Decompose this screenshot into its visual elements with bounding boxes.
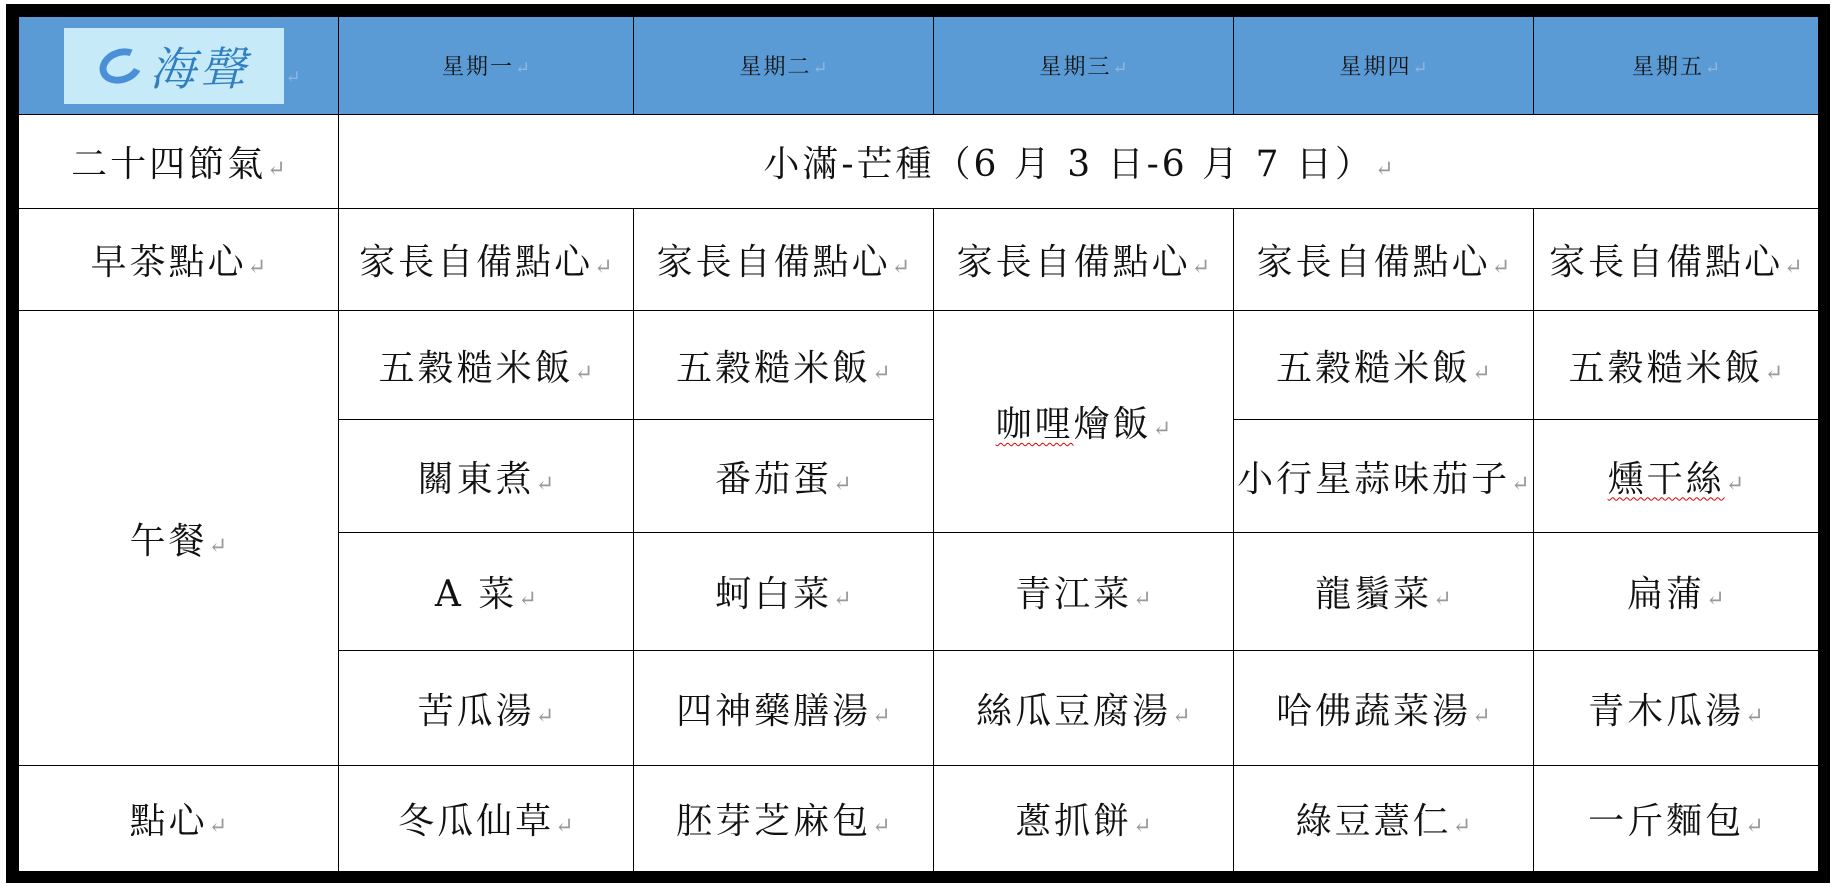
- lunch-main-fri: 燻干絲↵: [1534, 420, 1819, 533]
- menu-frame: [6, 4, 1830, 883]
- lunch-main-mon: 關東煮↵: [339, 420, 634, 533]
- day-header-fri: 星期五↵: [1534, 17, 1819, 115]
- afternoon-snack-thu: 綠豆薏仁↵: [1234, 766, 1534, 872]
- morning-snack-fri: 家長自備點心↵: [1534, 209, 1819, 311]
- logo-text: 海聲: [149, 41, 250, 96]
- morning-snack-thu: 家長自備點心↵: [1234, 209, 1534, 311]
- para-mark: ↵: [285, 66, 301, 88]
- solar-term-row: [19, 115, 1819, 209]
- lunch-staple-tue: 五穀糙米飯↵: [634, 311, 934, 420]
- lunch-staple-row: [19, 311, 1819, 420]
- morning-snack-row: [19, 209, 1819, 311]
- lunch-veg-wed: 青江菜↵: [934, 533, 1234, 651]
- lunch-veg-fri: 扁蒲↵: [1534, 533, 1819, 651]
- afternoon-snack-tue: 胚芽芝麻包↵: [634, 766, 934, 872]
- lunch-veg-tue: 蚵白菜↵: [634, 533, 934, 651]
- lunch-veg-thu: 龍鬚菜↵: [1234, 533, 1534, 651]
- lunch-soup-thu: 哈佛蔬菜湯↵: [1234, 651, 1534, 766]
- lunch-main-tue: 番茄蛋↵: [634, 420, 934, 533]
- lunch-label: 午餐↵: [19, 311, 339, 766]
- solar-term-value: 小滿-芒種（6 月 3 日-6 月 7 日）↵: [339, 115, 1819, 209]
- header-row: [19, 17, 1819, 115]
- day-header-wed: 星期三↵: [934, 17, 1234, 115]
- afternoon-snack-fri: 一斤麵包↵: [1534, 766, 1819, 872]
- lunch-soup-wed: 絲瓜豆腐湯↵: [934, 651, 1234, 766]
- morning-snack-tue: 家長自備點心↵: [634, 209, 934, 311]
- morning-snack-label: 早茶點心↵: [19, 209, 339, 311]
- afternoon-snack-wed: 蔥抓餅↵: [934, 766, 1234, 872]
- lunch-soup-tue: 四神藥膳湯↵: [634, 651, 934, 766]
- afternoon-snack-label: 點心↵: [19, 766, 339, 872]
- haisheng-logo: [64, 28, 284, 104]
- day-header-tue: 星期二↵: [634, 17, 934, 115]
- lunch-staple-mon: 五穀糙米飯↵: [339, 311, 634, 420]
- wave-icon: [95, 42, 148, 89]
- afternoon-snack-row: [19, 766, 1819, 872]
- morning-snack-mon: 家長自備點心↵: [339, 209, 634, 311]
- day-header-mon: 星期一↵: [339, 17, 634, 115]
- lunch-soup-mon: 苦瓜湯↵: [339, 651, 634, 766]
- lunch-staple-thu: 五穀糙米飯↵: [1234, 311, 1534, 420]
- day-header-thu: 星期四↵: [1234, 17, 1534, 115]
- lunch-veg-mon: A 菜↵: [339, 533, 634, 651]
- lunch-main-thu: 小行星蒜味茄子↵: [1234, 420, 1534, 533]
- afternoon-snack-mon: 冬瓜仙草↵: [339, 766, 634, 872]
- lunch-staple-wed: 咖哩燴飯↵: [934, 311, 1234, 533]
- weekly-menu-table: [18, 16, 1819, 872]
- lunch-staple-fri: 五穀糙米飯↵: [1534, 311, 1819, 420]
- solar-term-label: 二十四節氣↵: [19, 115, 339, 209]
- lunch-soup-fri: 青木瓜湯↵: [1534, 651, 1819, 766]
- logo-cell: [19, 17, 339, 115]
- morning-snack-wed: 家長自備點心↵: [934, 209, 1234, 311]
